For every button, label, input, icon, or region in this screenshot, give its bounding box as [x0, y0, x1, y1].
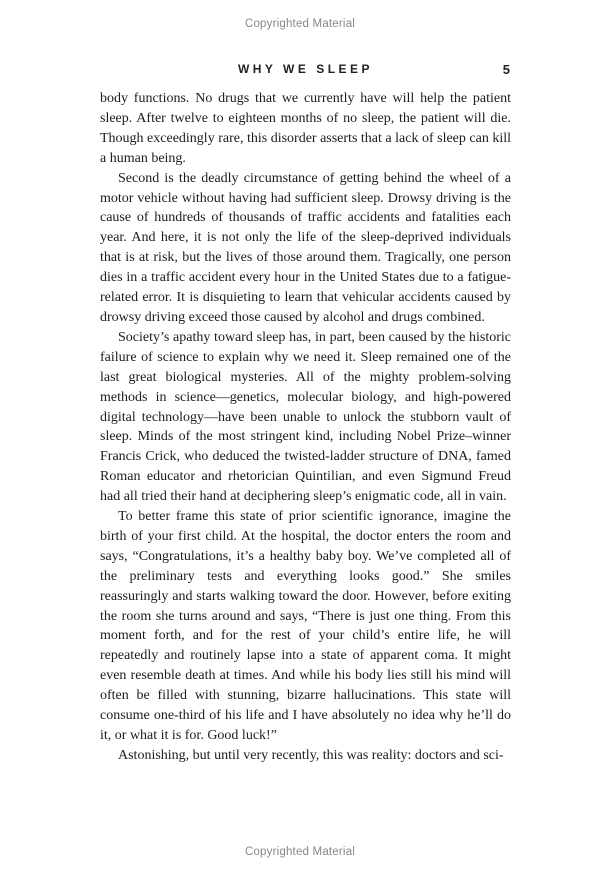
paragraph-first-child: To better frame this state of prior scientific ignorance, imagine the birth of your first child. At the hospital, the doctor enters the room and says, “Congratulations, it’s a healthy baby boy. We’ve completed all of the preliminary tests and everything looks good.” She smiles reassuringly and starts walking toward the door. However, before exiting the room she turns around and says, “There is just one thing. From this moment forth, and for the rest of your child’s entire life, he will repeatedly and routinely lapse into a state of apparent coma. It might even resemble death at times. And while his body lies still his mind will often be filled with stunning, bizarre hallucinations. This state will consume one-third of his life and I have absolutely no idea why he’ll do it, or what it is for. Good luck!”: [100, 509, 511, 743]
copyright-notice-bottom: Copyrighted Material: [244, 846, 356, 858]
running-head: [100, 62, 511, 78]
paragraph-astonishing: Astonishing, but until very recently, this was reality: doctors and sci-: [118, 747, 504, 763]
copyright-notice-top: Copyrighted Material: [244, 18, 356, 30]
page-number: 5: [502, 62, 511, 77]
paragraph-society-apathy: Society’s apathy toward sleep has, in part, been caused by the historic failure of science to explain why we need it. Sleep remained one of the last great biological mysteries. All of the mighty problem-solving methods in science—genetics, molecular biology, and high-powered digital technology—have been unable to unlock the stubborn vault of sleep. Minds of the most stringent kind, including Nobel Prize–winner Francis Crick, who deduced the twisted-ladder structure of DNA, famed Roman educator and rhetorician Quintilian, and even Sigmund Freud had all tried their hand at deciphering sleep’s enigmatic code, all in vain.: [100, 329, 511, 505]
paragraph-drowsy-driving: Second is the deadly circumstance of getting behind the wheel of a motor vehicle without having had sufficient sleep. Drowsy driving is the cause of hundreds of thousands of traffic accidents and fatalities each year. And here, it is not only the life of the sleep-deprived individuals that is at risk, but the lives of those around them. Tragically, one person dies in a traffic accident every hour in the United States due to a fatigue-related error. It is disquieting to learn that vehicular accidents caused by drowsy driving exceed those caused by alcohol and drugs combined.: [100, 170, 511, 325]
paragraph-body-functions: body functions. No drugs that we currently have will help the patient sleep. After twelve to eighteen months of no sleep, the patient will die. Though exceedingly rare, this disorder asserts that a lack of sleep can kill a human being.: [100, 91, 511, 166]
book-title-header: WHY WE SLEEP: [237, 62, 374, 76]
body-text: [100, 89, 511, 766]
